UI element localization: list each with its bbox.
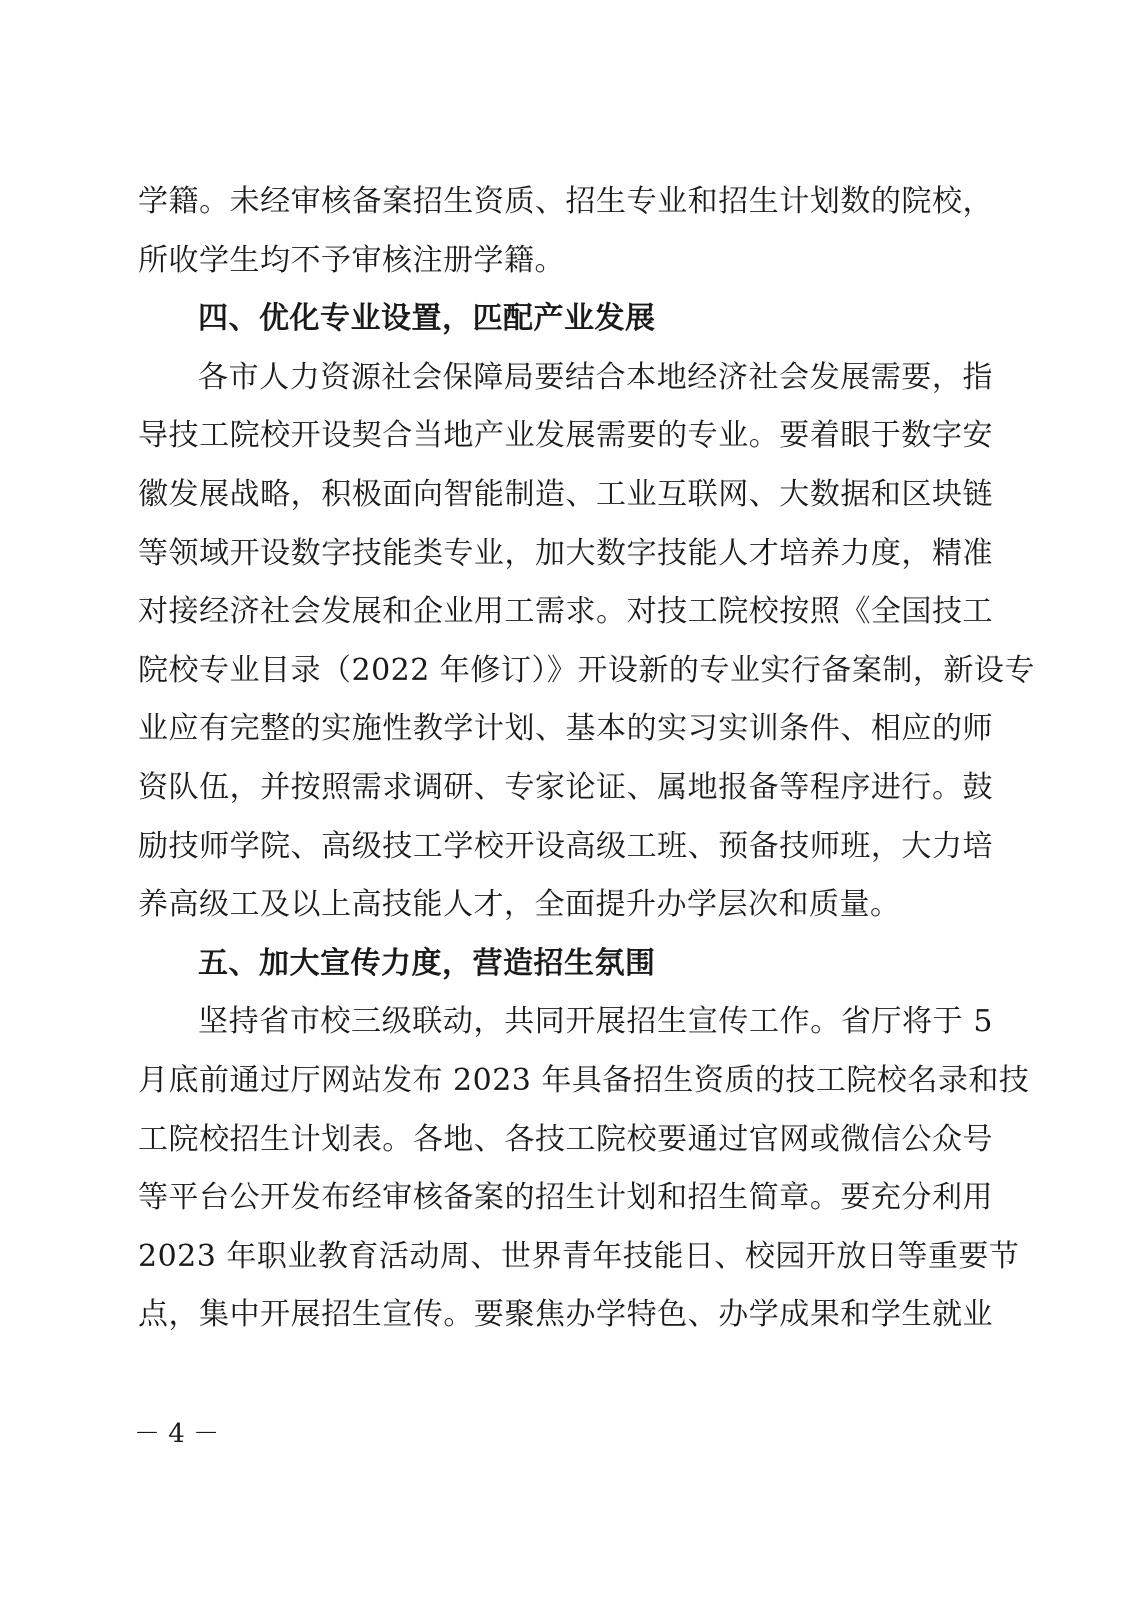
paragraph-line: 资队伍，并按照需求调研、专家论证、属地报备等程序进行。鼓 — [138, 769, 993, 805]
paragraph-line: 等领域开设数字技能类专业，加大数字技能人才培养力度，精准 — [138, 535, 993, 571]
paragraph-line: 所收学生均不予审核注册学籍。 — [138, 242, 565, 278]
page-number: － 4 － — [134, 1419, 220, 1449]
paragraph-line: 学籍。未经审核备案招生资质、招生专业和招生计划数的院校， — [138, 184, 993, 219]
paragraph-line: 院校专业目录（2022 年修订）》开设新的专业实行备案制，新设专 — [138, 652, 1035, 688]
paragraph-line: 工院校招生计划表。各地、各技工院校要通过官网或微信公众号 — [138, 1121, 993, 1157]
paragraph-line: 对接经济社会发展和企业用工需求。对技工院校按照《全国技工 — [138, 594, 993, 630]
section-heading-four: 四、优化专业设置，匹配产业发展 — [198, 301, 656, 337]
paragraph-line: 业应有完整的实施性教学计划、基本的实习实训条件、相应的师 — [138, 711, 993, 747]
paragraph-line: 坚持省市校三级联动，共同开展招生宣传工作。省厅将于 5 — [198, 1004, 993, 1040]
paragraph-line: 2023 年职业教育活动周、世界青年技能日、校园开放日等重要节 — [138, 1238, 1020, 1274]
paragraph-line: 导技工院校开设契合当地产业发展需要的专业。要着眼于数字安 — [138, 418, 993, 454]
paragraph-line: 点，集中开展招生宣传。要聚焦办学特色、办学成果和学生就业 — [138, 1297, 993, 1333]
paragraph-line: 徽发展战略，积极面向智能制造、工业互联网、大数据和区块链 — [138, 476, 993, 512]
paragraph-line: 励技师学院、高级技工学校开设高级工班、预备技师班，大力培 — [138, 828, 993, 864]
document-body — [138, 173, 1035, 1345]
paragraph-line: 等平台公开发布经审核备案的招生计划和招生简章。要充分利用 — [138, 1180, 993, 1216]
paragraph-line: 各市人力资源社会保障局要结合本地经济社会发展需要，指 — [198, 359, 993, 395]
section-heading-five: 五、加大宣传力度，营造招生氛围 — [198, 945, 656, 981]
paragraph-line: 月底前通过厅网站发布 2023 年具备招生资质的技工院校名录和技 — [138, 1062, 1030, 1098]
paragraph-line: 养高级工及以上高技能人才，全面提升办学层次和质量。 — [138, 887, 901, 923]
